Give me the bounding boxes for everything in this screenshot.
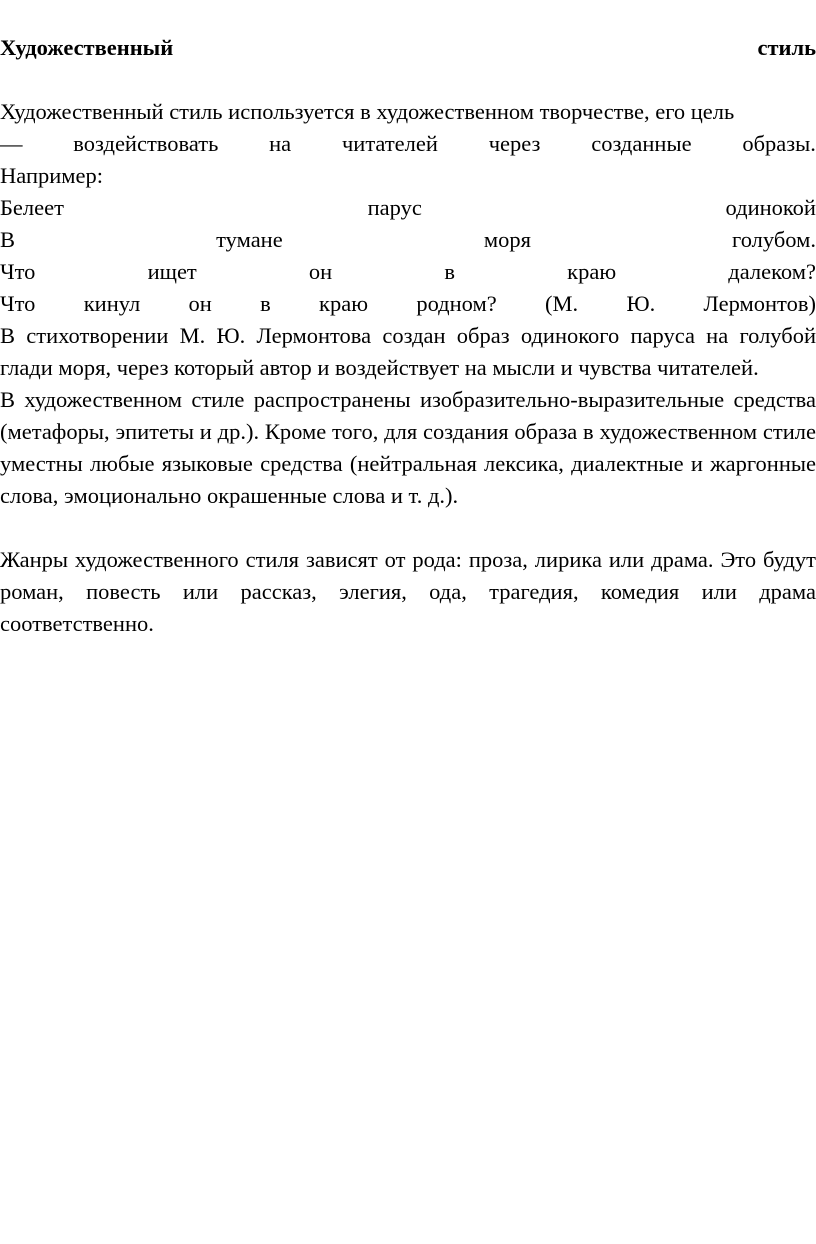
poem-line — [0, 256, 816, 288]
word: Что — [0, 291, 36, 316]
word: одинокой — [725, 195, 816, 220]
word: краю — [567, 259, 617, 284]
word: через — [488, 131, 541, 156]
word: воздействовать — [73, 131, 219, 156]
word: в — [444, 259, 455, 284]
word: он — [188, 291, 212, 316]
intro-text: Например: — [0, 163, 103, 188]
word: краю — [319, 291, 369, 316]
word: далеком? — [728, 259, 816, 284]
intro-line — [0, 160, 816, 192]
poem-line — [0, 224, 816, 256]
word: Белеет — [0, 195, 64, 220]
word: на — [269, 131, 292, 156]
title-word: Художественный — [0, 35, 174, 60]
title-word: стиль — [757, 35, 816, 60]
paragraph: В стихотворении М. Ю. Лермонтова создан образ одинокого паруса на голубой глади моря, через который автор и воздействует на мысли и чувства читателей. — [0, 323, 816, 380]
word: в — [260, 291, 271, 316]
spacer — [0, 64, 816, 96]
poem-line — [0, 288, 816, 320]
word: созданные — [591, 131, 692, 156]
document-page — [0, 32, 816, 640]
word: голубом. — [732, 227, 816, 252]
document-title — [0, 32, 816, 64]
spacer — [0, 512, 816, 544]
word: Ю. — [626, 291, 656, 316]
paragraph: В художественном стиле распространены изобразительно-выразительные средства (метафоры, эпитеты и др.). Кроме того, для создания образа в художественном стиле уместны любые языковые средства (нейтральная лексика, диалектные и жаргонные слова, эмоционально окрашенные слова и т. д.). — [0, 387, 816, 508]
word: он — [308, 259, 333, 284]
intro-line — [0, 128, 816, 160]
word: родном? — [416, 291, 497, 316]
word: В — [0, 227, 16, 252]
word: Лермонтов) — [703, 291, 816, 316]
word: моря — [483, 227, 531, 252]
intro-text: Художественный стиль используется в художественном творчестве, его цель — [0, 99, 735, 124]
paragraph: Жанры художественного стиля зависят от рода: проза, лирика или драма. Это будут роман, повесть или рассказ, элегия, ода, трагедия, комедия или драма соответственно. — [0, 547, 816, 636]
word: ищет — [147, 259, 197, 284]
word: читателей — [341, 131, 438, 156]
word: Что — [0, 259, 36, 284]
intro-line — [0, 96, 816, 128]
word: — — [0, 131, 23, 156]
word: парус — [367, 195, 422, 220]
word: (М. — [545, 291, 579, 316]
word: тумане — [216, 227, 283, 252]
poem-line — [0, 192, 816, 224]
word: кинул — [83, 291, 141, 316]
word: образы. — [742, 131, 816, 156]
